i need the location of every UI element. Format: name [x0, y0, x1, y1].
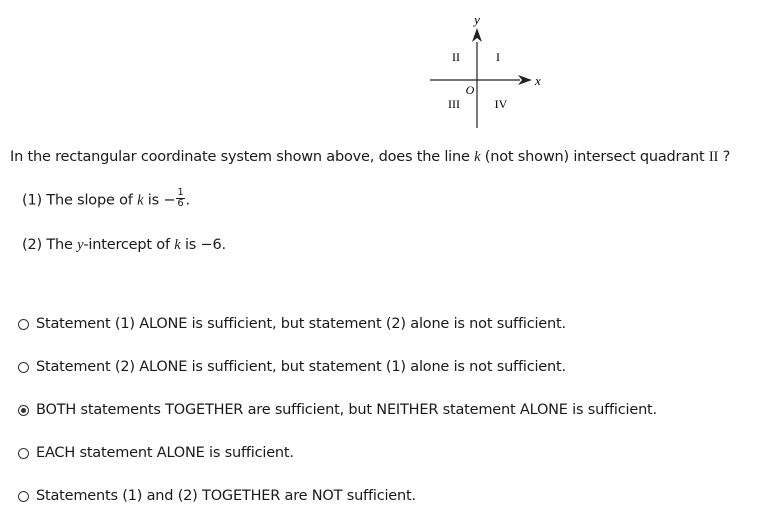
stem-text-before: In the rectangular coordinate system shown above, does the line — [10, 149, 475, 165]
coordinate-system-figure — [420, 8, 550, 133]
radio-button-a[interactable] — [18, 319, 29, 330]
statement-2-middle: -intercept of — [83, 237, 175, 253]
fraction-denominator: 6 — [177, 198, 184, 209]
statement-1 — [22, 187, 190, 211]
stem-quadrant-numeral: II — [708, 149, 719, 165]
radio-button-b[interactable] — [18, 362, 29, 373]
answer-choice-b-label: Statement (2) ALONE is sufficient, but statement (1) alone is not sufficient. — [36, 359, 566, 375]
statement-2-prefix: (2) The — [22, 237, 78, 253]
quadrant-3-label: III — [448, 97, 460, 111]
answer-choice-e-label: Statements (1) and (2) TOGETHER are NOT sufficient. — [36, 488, 416, 504]
statement-2-end: is −6. — [180, 237, 226, 253]
fraction-numerator: 1 — [177, 187, 184, 198]
answer-choice-a-label: Statement (1) ALONE is sufficient, but statement (2) alone is not sufficient. — [36, 316, 566, 332]
quadrant-4-label: IV — [494, 97, 508, 111]
origin-label: O — [465, 83, 475, 97]
quadrant-1-label: I — [496, 50, 500, 64]
statement-1-variable-k: k — [137, 192, 144, 209]
axis-y-label: y — [474, 12, 480, 27]
answer-choice-d[interactable] — [18, 445, 294, 461]
stem-text-middle: (not shown) intersect quadrant — [480, 149, 709, 165]
stem-text-end: ? — [718, 149, 731, 165]
statement-2 — [22, 237, 226, 254]
radio-button-d[interactable] — [18, 448, 29, 459]
answer-choice-e[interactable] — [18, 488, 416, 504]
statement-1-sign: − — [163, 192, 176, 209]
statement-2-variable-k: k — [174, 237, 181, 253]
x-axis-arrow-icon — [518, 75, 532, 85]
radio-button-c[interactable] — [18, 405, 29, 416]
axis-x-label: x — [535, 73, 541, 88]
quadrant-2-label: II — [452, 50, 460, 64]
statement-1-prefix: (1) The slope of — [22, 192, 138, 209]
answer-choice-d-label: EACH statement ALONE is sufficient. — [36, 445, 294, 461]
statement-2-variable-y: y — [77, 237, 84, 253]
y-axis-arrow-icon — [472, 28, 482, 42]
coordinate-axes-diagram — [420, 8, 550, 133]
slope-fraction — [176, 188, 184, 209]
answer-choice-c-label: BOTH statements TOGETHER are sufficient, but NEITHER statement ALONE is sufficient. — [36, 402, 657, 418]
answer-choice-a[interactable] — [18, 316, 566, 332]
radio-button-e[interactable] — [18, 491, 29, 502]
answer-choice-b[interactable] — [18, 359, 566, 375]
question-stem — [10, 149, 730, 166]
statement-1-end: . — [185, 192, 190, 209]
answer-choice-c[interactable] — [18, 402, 657, 418]
stem-variable-k: k — [474, 149, 481, 165]
statement-1-middle: is — [143, 192, 164, 209]
